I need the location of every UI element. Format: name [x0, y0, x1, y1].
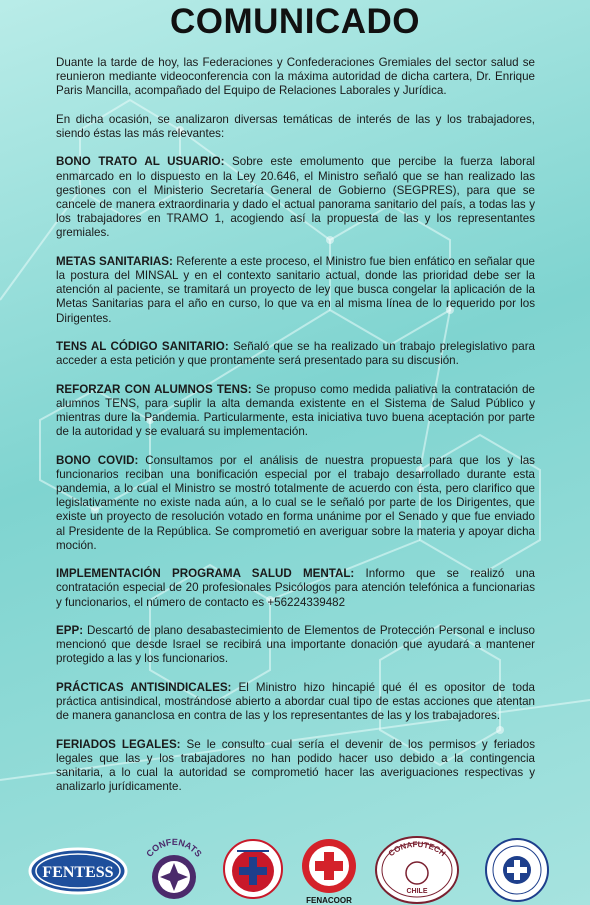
topic-heading: IMPLEMENTACIÓN PROGRAMA SALUD MENTAL:	[56, 567, 355, 581]
topic-paragraph	[56, 255, 535, 326]
intro-paragraph: En dicha ocasión, se analizaron diversas temáticas de interés de las y los trabajadores, siendo éstas las más relevantes:	[56, 112, 535, 140]
fenacoor-logo-text: FENACOOR	[306, 896, 352, 905]
topic-paragraph	[56, 340, 535, 368]
conafutech-chile-text: CHILE	[406, 888, 428, 895]
intro-paragraph: Duante la tarde de hoy, las Federaciones y Confederaciones Gremiales del sector salud se reunieron mediante videoconferencia con la máxima autoridad de dicha cartera, Dr. Enrique Paris Mancilla, acompañado del Equipo de Relaciones Laborales y Jurídica.	[56, 56, 535, 98]
topic-text: Referente a este proceso, el Ministro fue bien enfático en señalar que la postura del MINSAL y en el contexto sanitario actual, donde las prioridad debe ser la atención al paciente, se tramitará un proyecto de ley que busca congelar la aplicación de la Metas Sanitarias para el año en curso, lo que va en al misma línea de lo requerido por los Dirigentes.	[56, 254, 535, 325]
topic-text: Consultamos por el análisis de nuestra propuesta para que los y las funcionarios reciban una bonificación especial por el trabajo desarrollado durante esta pandemia, a lo cual el Ministro se mostró totalmente de acuerdo con ésta, pero clarifico que legislativamente no existe nada aún, a lo cual se le señaló por parte de los Dirigentes, que existe un proyecto de resolución votado en forma unánime por el Senado y que fue enviado al Presidente de la República. Se comprometió en averiguar sobre la materia y apoyar dicha moción.	[56, 453, 535, 552]
federacion-seal-logo	[484, 837, 550, 903]
topic-heading: TENS AL CÓDIGO SANITARIO:	[56, 340, 229, 353]
topic-text: Sobre este emolumento que percibe la fuerza laboral enmarcado en lo dispuesto en la Ley 20.646, el Ministro señaló que se han realizado las gestiones con el Ministerio Secretaría General de Gobierno (SEGPRES), para que se cancele de manera extraordinaria y dado el actual panorama sanitario del país, a todas las y los trabajadores en TRAMO 1, acogiendo así la propuesta de las y los representantes gremiales.	[56, 155, 535, 240]
topic-heading: PRÁCTICAS ANTISINDICALES:	[56, 680, 232, 694]
confenats-logo	[138, 835, 210, 905]
confenats-logo-text: CONFENATS	[144, 836, 204, 859]
topic-text: Informo que se realizó una contratación especial de 20 profesionales Psicólogos para atención telefónica a funcionarias y funcionarios, el número de contacto es +56224339482	[56, 567, 535, 609]
fentess-logo-text: FENTESS	[42, 864, 114, 881]
topic-paragraph	[56, 624, 535, 667]
topic-text: Señaló que se ha realizado un trabajo prelegislativo para acceder a esta petición y que prontamente será presentado para su discusión.	[56, 340, 536, 368]
communique-body	[56, 56, 535, 809]
topic-text: El Ministro hizo hincapié qué él es opositor de toda práctica antisindical, mostrándose abierto a abordar cual tipo de estas acciones que atentan de manera ganancIosa en contra de las y los representantes de las y los trabajadores.	[56, 680, 535, 723]
topic-paragraph	[56, 681, 535, 724]
topic-heading: METAS SANITARIAS:	[56, 254, 173, 268]
topic-heading: BONO COVID:	[56, 453, 139, 467]
topic-paragraph	[56, 383, 535, 440]
fenacoor-logo	[298, 836, 360, 905]
topic-heading: BONO TRATO AL USUARIO:	[56, 155, 225, 169]
logo-strip	[0, 832, 590, 905]
topic-heading: REFORZAR CON ALUMNOS TENS:	[56, 382, 252, 396]
page-title: COMUNICADO	[170, 2, 420, 41]
topic-paragraph	[56, 567, 535, 610]
topic-heading: EPP:	[56, 624, 84, 637]
topic-paragraph	[56, 155, 535, 240]
topic-text: Descartó de plano desabastecimiento de Elementos de Protección Personal e incluso mencionó que desde Israel se recibirá una importante donación que ayudará a mantener protegido a las y los funcionarios.	[56, 624, 535, 666]
conafutech-logo-text: CONAFUTECH	[386, 839, 448, 859]
topic-text: Se propuso como medida paliativa la contratación de alumnos TENS, para suplir la alta demanda existente en el Sistema de Salud Público y mientras dure la Pandemia. Particularmente, esta iniciativa tuvo buena aceptación por parte de la autoridad y se evaluará su implementación.	[56, 382, 535, 439]
topic-heading: FERIADOS LEGALES:	[56, 737, 181, 751]
fentess-logo	[28, 846, 128, 896]
topic-paragraph	[56, 738, 535, 795]
topic-paragraph	[56, 454, 535, 553]
topic-text: Se le consulto cual sería el devenir de los permisos y feriados legales que las y los trabajadores no han podido hacer uso debido a la contingencia sanitaria, a lo cual la autoridad se comprometió hacer las averiguaciones respectivas y analizarlo jurídicamente.	[56, 737, 535, 794]
fenpruss-logo	[222, 838, 284, 900]
conafutech-logo	[374, 835, 460, 905]
